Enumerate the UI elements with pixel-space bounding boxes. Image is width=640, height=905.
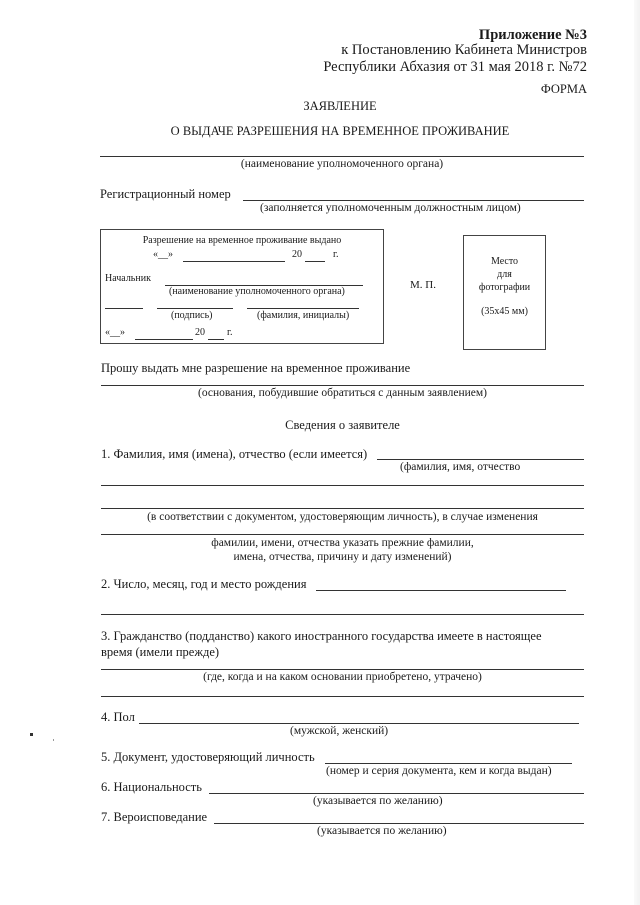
blank-field[interactable]	[105, 308, 143, 309]
birth-date-place-field-2[interactable]	[101, 614, 584, 615]
chief-caption: (наименование уполномоченного органа)	[169, 286, 345, 297]
citizenship-field-2[interactable]	[101, 696, 584, 697]
header-republic-line: Республики Абхазия от 31 мая 2018 г. №72	[323, 59, 587, 75]
religion-field[interactable]	[214, 823, 584, 824]
chief-label: Начальник	[105, 273, 151, 284]
field5-label: 5. Документ, удостоверяющий личность	[101, 750, 315, 764]
authority-field[interactable]	[100, 156, 584, 157]
field6-label: 6. Национальность	[101, 780, 202, 794]
document-subtitle: О ВЫДАЧЕ РАЗРЕШЕНИЯ НА ВРЕМЕННОЕ ПРОЖИВАНИЕ	[170, 124, 510, 138]
registration-number-field[interactable]	[243, 200, 584, 201]
photo-line2: для	[497, 269, 512, 280]
field3-caption: (где, когда и на каком основании приобретено, утрачено)	[203, 671, 482, 683]
applicant-heading: Сведения о заявителе	[285, 418, 400, 432]
scan-speck	[53, 739, 54, 741]
request-caption: (основания, побудившие обратиться с данным заявлением)	[198, 387, 487, 399]
issuance-year-prefix: 20	[292, 249, 302, 260]
field6-caption: (указывается по желанию)	[313, 795, 443, 807]
field4-caption: (мужской, женский)	[290, 725, 389, 737]
stamp-label: М. П.	[410, 279, 436, 291]
photo-line3: фотографии	[478, 282, 531, 293]
field1-caption3b: имена, отчества, причину и дату изменений)	[233, 551, 452, 563]
appendix-number: Приложение №3	[478, 27, 587, 43]
birth-date-place-field[interactable]	[316, 590, 566, 591]
issuance-year-field[interactable]	[305, 261, 325, 262]
issuance-heading: Разрешение на временное проживание выдано	[142, 235, 342, 246]
issuance-month-field[interactable]	[183, 261, 285, 262]
field5-caption: (номер и серия документа, кем и когда выдан)	[326, 765, 552, 777]
nationality-field[interactable]	[209, 793, 584, 794]
name-initials-caption: (фамилия, инициалы)	[257, 310, 350, 321]
field3-label-b: время (имели прежде)	[101, 645, 220, 659]
registration-caption: (заполняется уполномоченным должностным лицом)	[260, 202, 521, 214]
date2-year-field[interactable]	[208, 339, 224, 340]
registration-label: Регистрационный номер	[100, 187, 231, 201]
field4-label: 4. Пол	[101, 710, 135, 724]
identity-document-field[interactable]	[325, 763, 572, 764]
date2-month-field[interactable]	[135, 339, 193, 340]
field7-caption: (указывается по желанию)	[317, 825, 447, 837]
photo-size: (35х45 мм)	[481, 306, 528, 317]
field1-caption2: (в соответствии с документом, удостоверяющим личность), в случае изменения	[147, 511, 538, 523]
scan-speck	[30, 733, 33, 736]
full-name-field-3[interactable]	[101, 508, 584, 509]
citizenship-field[interactable]	[101, 669, 584, 670]
header-decree-line: к Постановлению Кабинета Министров	[341, 42, 587, 58]
field2-label: 2. Число, месяц, год и место рождения	[101, 577, 307, 591]
form-label: ФОРМА	[540, 82, 587, 96]
issuance-year-suffix: г.	[333, 249, 339, 260]
signature-field[interactable]	[157, 308, 233, 309]
date2-day: «__»	[105, 327, 125, 338]
field1-caption3a: фамилии, имени, отчества указать прежние фамилии,	[211, 537, 474, 549]
photo-line1: Место	[490, 256, 519, 267]
previous-names-field[interactable]	[101, 534, 584, 535]
field1-label: 1. Фамилия, имя (имена), отчество (если имеется)	[101, 447, 368, 461]
date2-year-suffix: г.	[227, 327, 233, 338]
issuance-box	[100, 229, 384, 344]
full-name-field-2[interactable]	[101, 485, 584, 486]
field3-label-a: 3. Гражданство (подданство) какого иностранного государства имеете в настоящее	[101, 629, 542, 643]
sex-field[interactable]	[139, 723, 579, 724]
name-initials-field[interactable]	[247, 308, 359, 309]
request-text: Прошу выдать мне разрешение на временное проживание	[101, 361, 411, 375]
issuance-day: «__»	[153, 249, 173, 260]
request-reason-field[interactable]	[101, 385, 584, 386]
document-title: ЗАЯВЛЕНИЕ	[303, 99, 377, 113]
photo-box	[463, 235, 546, 350]
authority-caption: (наименование уполномоченного органа)	[240, 158, 444, 170]
field7-label: 7. Вероисповедание	[101, 810, 208, 824]
signature-caption: (подпись)	[171, 310, 213, 321]
full-name-field[interactable]	[377, 459, 584, 460]
date2-year-prefix: 20	[195, 327, 205, 338]
field1-caption1: (фамилия, имя, отчество	[400, 461, 521, 473]
